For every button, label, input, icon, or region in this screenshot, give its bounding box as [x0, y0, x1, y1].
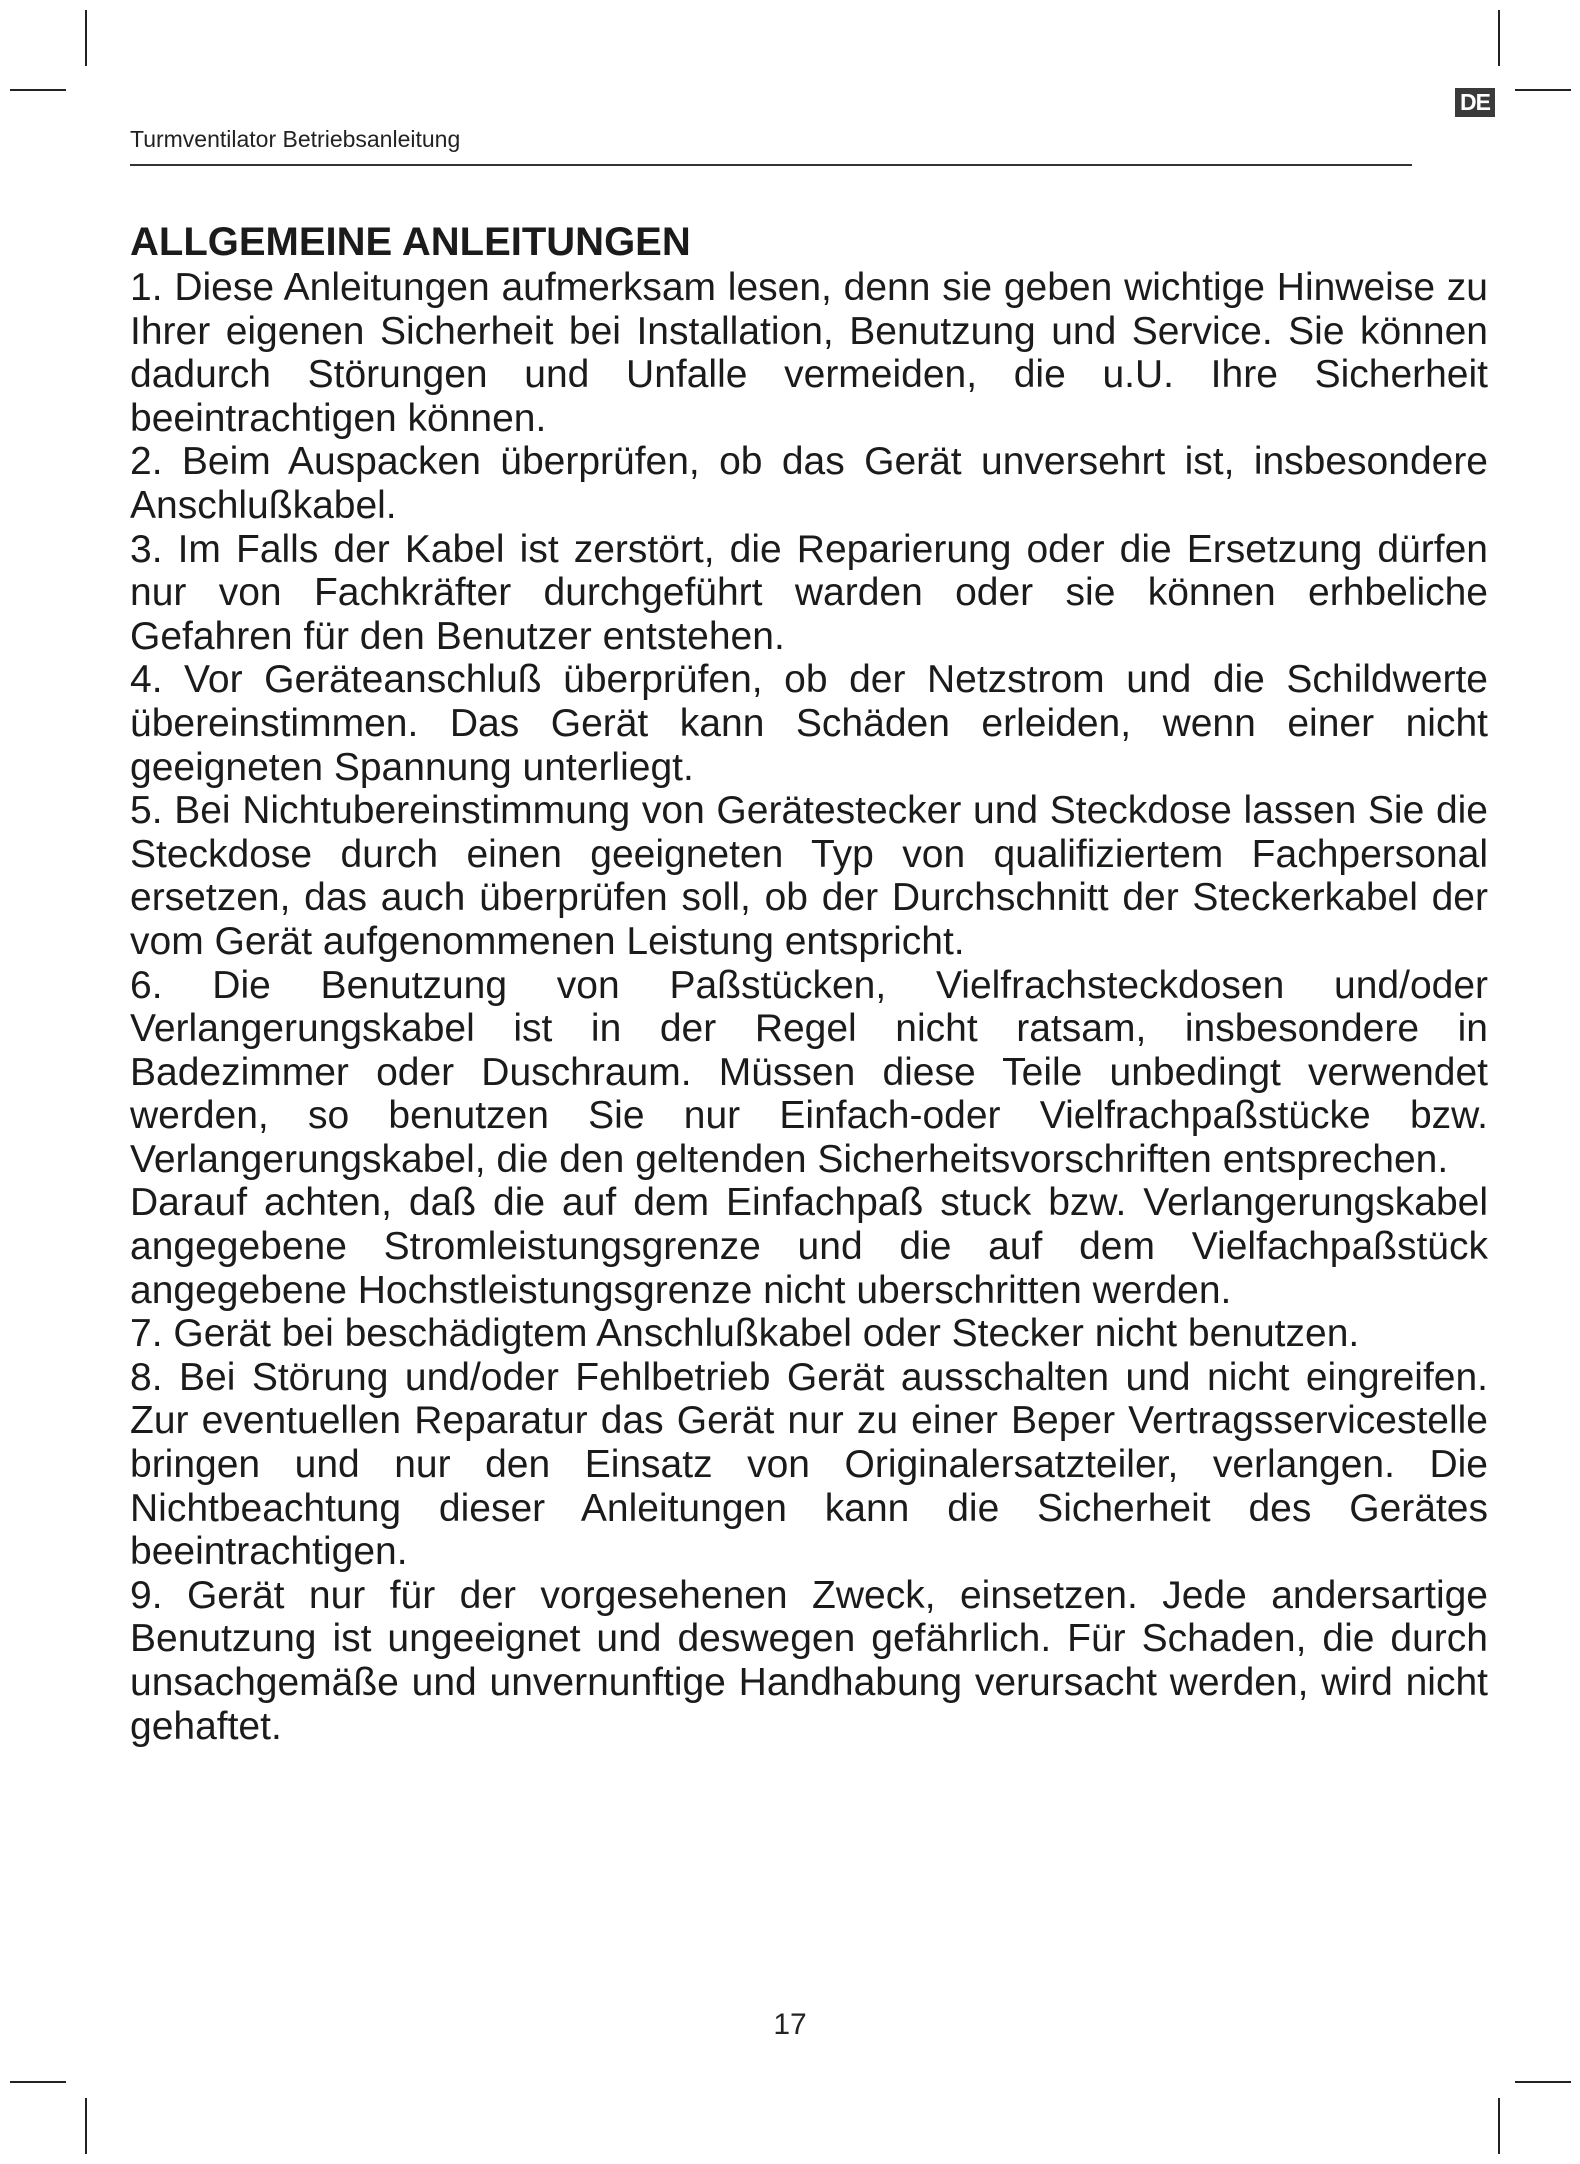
section-heading: ALLGEMEINE ANLEITUNGEN: [130, 220, 691, 264]
instruction-paragraph-8: 8. Bei Störung und/oder Fehlbetrieb Gerät ausschalten und nicht eingreifen. Zur eventuellen Reparatur das Gerät nur zu einer Beper Vertragsservicestelle bringen und nur den Einsatz von Originalersatzteiler, verlangen. Die Nichtbeachtung dieser Anleitungen kann die Sicherheit des Gerätes beeintrachtigen.: [130, 1355, 1488, 1574]
crop-mark-top-left-horizontal: [10, 89, 66, 91]
instruction-paragraph-7: 7. Gerät bei beschädigtem Anschlußkabel oder Stecker nicht benutzen.: [130, 1312, 1360, 1356]
instruction-paragraph-4: 4. Vor Geräteanschluß überprüfen, ob der Netzstrom und die Schildwerte übereinstimmen. Das Gerät kann Schäden erleiden, wenn einer nicht geeigneten Spannung unterliegt.: [130, 658, 1488, 789]
header-divider: [130, 164, 1412, 166]
main-content: [130, 218, 1488, 1748]
instruction-paragraph-5: 5. Bei Nichtubereinstimmung von Gerätestecker und Steckdose lassen Sie die Steckdose durch einen geeigneten Typ von qualifiziertem Fachpersonal ersetzen, das auch überprüfen soll, ob der Durchschnitt der Steckerkabel der vom Gerät aufgenommenen Leistung entspricht.: [130, 789, 1488, 963]
instruction-paragraph-1: 1. Diese Anleitungen aufmerksam lesen, denn sie geben wichtige Hinweise zu Ihrer eigenen Sicherheit bei Installation, Benutzung und Service. Sie können dadurch Störungen und Unfalle vermeiden, die u.U. Ihre Sicherheit beeintrachtigen können.: [130, 266, 1488, 440]
crop-mark-top-left-vertical: [85, 10, 87, 66]
crop-mark-bottom-right-vertical: [1498, 2098, 1500, 2154]
instruction-paragraph-3: 3. Im Falls der Kabel ist zerstört, die Reparierung oder die Ersetzung dürfen nur von Fachkräfter durchgeführt warden oder sie können erhbeliche Gefahren für den Benutzer entstehen.: [130, 527, 1488, 658]
language-badge: DE: [1455, 88, 1495, 117]
instruction-paragraph-2: 2. Beim Auspacken überprüfen, ob das Gerät unversehrt ist, insbesondere Anschlußkabel.: [130, 440, 1488, 527]
crop-mark-top-right-horizontal: [1515, 89, 1571, 91]
crop-mark-bottom-left-vertical: [85, 2098, 87, 2154]
document-header-title: Turmventilator Betriebsanleitung: [130, 126, 461, 152]
page-number: 17: [773, 2008, 807, 2041]
instruction-paragraph-6: 6. Die Benutzung von Paßstücken, Vielfrachsteckdosen und/oder Verlangerungskabel ist in der Regel nicht ratsam, insbesondere in Badezimmer oder Duschraum. Müssen diese Teile unbedingt verwendet werden, so benutzen Sie nur Einfach-oder Vielfrachpaßstücke bzw. Verlangerungskabel, die den geltenden Sicherheitsvorschriften entsprechen.: [130, 963, 1488, 1181]
crop-mark-top-right-vertical: [1498, 10, 1500, 66]
crop-mark-bottom-right-horizontal: [1515, 2081, 1571, 2083]
crop-mark-bottom-left-horizontal: [10, 2081, 66, 2083]
instruction-paragraph-9: 9. Gerät nur für der vorgesehenen Zweck, einsetzen. Jede andersartige Benutzung ist ungeeignet und deswegen gefährlich. Für Schaden, die durch unsachgemäße und unvernunftige Handhabung verursacht werden, wird nicht gehaftet.: [130, 1573, 1488, 1748]
instruction-paragraph-6-note: Darauf achten, daß die auf dem Einfachpaß stuck bzw. Verlangerungskabel angegebene Stromleistungsgrenze und die auf dem Vielfachpaßstück angegebene Hochstleistungsgrenze nicht uberschritten werden.: [130, 1181, 1488, 1312]
